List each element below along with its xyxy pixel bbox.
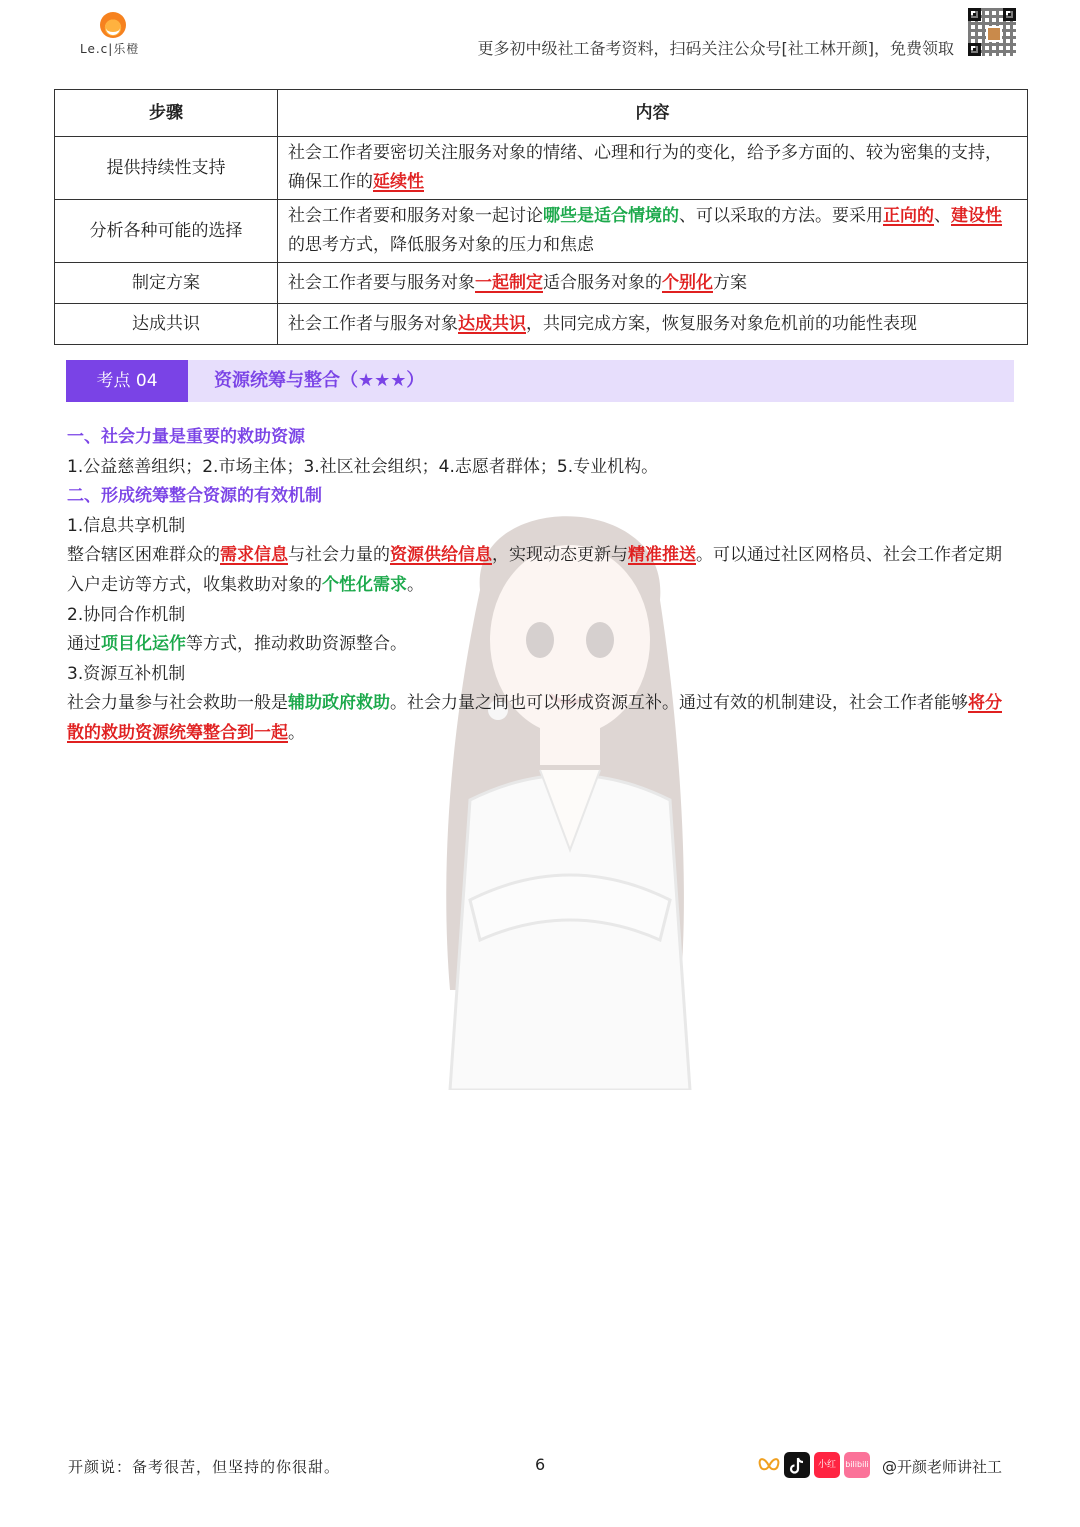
table-cell-content	[278, 304, 1028, 345]
table-cell-step: 提供持续性支持	[55, 137, 278, 200]
table-cell-content	[278, 200, 1028, 263]
highlight-green: 哪些是适合情境的	[543, 206, 679, 226]
table-header-step: 步骤	[55, 90, 278, 137]
table-row	[55, 200, 1028, 263]
header-promo-text: 更多初中级社工备考资料，扫码关注公众号[社工林开颜]，免费领取	[477, 39, 954, 58]
table-cell-content	[278, 263, 1028, 304]
paragraph-4	[67, 689, 1017, 748]
text-run: 方案	[713, 272, 747, 293]
page-header	[0, 0, 1080, 70]
section-body	[67, 423, 1017, 749]
text-run: 、	[934, 206, 951, 226]
paragraph-3	[67, 630, 1017, 660]
text-run: 。	[288, 722, 305, 743]
butterfly-icon	[756, 1452, 782, 1478]
paragraph-2	[67, 541, 1017, 600]
paragraph-1: 1.公益慈善组织；2.市场主体；3.社区社会组织；4.志愿者群体；5.专业机构。	[67, 456, 659, 477]
xiaohongshu-icon: 小红书	[814, 1452, 840, 1478]
table-row	[55, 304, 1028, 345]
highlight-red: 达成共识	[458, 313, 526, 334]
table-row	[55, 137, 1028, 200]
logo	[80, 12, 150, 58]
section-tag: 考点 04	[66, 360, 188, 402]
text-run: 社会工作者与服务对象	[288, 313, 458, 334]
text-run: ，实现动态更新与	[492, 545, 628, 566]
highlight-green: 项目化运作	[101, 634, 186, 655]
highlight-red: 精准推送	[628, 545, 696, 566]
table-cell-step: 制定方案	[55, 263, 278, 304]
text-run: 。可以通过社区网格员、社会工作者定期入户走访等方式，收集救助对象的	[67, 545, 1002, 595]
text-run: 整合辖区困难群众的	[67, 545, 220, 566]
highlight-red: 建设性	[951, 206, 1002, 226]
highlight-red: 需求信息	[220, 545, 288, 566]
text-run: 社会工作者要密切关注服务对象的情绪、心理和行为的变化，给予多方面的、较为密集的支持，确保工作的	[288, 143, 1002, 192]
highlight-green: 个性化需求	[322, 574, 407, 595]
text-run: 社会力量参与社会救助一般是	[67, 693, 288, 714]
highlight-red: 一起制定	[475, 272, 543, 293]
text-run: 社会工作者要与服务对象	[288, 272, 475, 293]
section-banner	[66, 360, 1014, 402]
table-cell-step: 分析各种可能的选择	[55, 200, 278, 263]
heading-2: 二、形成统筹整合资源的有效机制	[67, 486, 322, 507]
page-number: 6	[535, 1455, 546, 1474]
highlight-green: 辅助政府救助	[288, 693, 390, 714]
section-title: 资源统筹与整合（★★★）	[214, 370, 425, 391]
highlight-red: 正向的	[883, 206, 934, 226]
qr-code-icon	[968, 8, 1016, 56]
text-run: ，共同完成方案，恢复服务对象危机前的功能性表现	[526, 313, 917, 334]
text-run: 的思考方式，降低服务对象的压力和焦虑	[288, 235, 594, 255]
highlight-red: 将分散的救助资源统筹整合到一起	[67, 693, 1002, 743]
table-header-row	[55, 90, 1028, 137]
text-run: 、可以采取的方法。要采用	[679, 206, 883, 226]
steps-table	[54, 89, 1028, 345]
text-run: 。社会力量之间也可以形成资源互补。通过有效的机制建设，社会工作者能够	[390, 693, 968, 714]
text-run: 通过	[67, 634, 101, 655]
text-run: 与社会力量的	[288, 545, 390, 566]
text-run: 等方式，推动救助资源整合。	[186, 634, 407, 655]
text-run: 适合服务对象的	[543, 272, 662, 293]
subheading-1: 1.信息共享机制	[67, 515, 186, 536]
logo-text: Le.c|乐橙	[80, 42, 140, 56]
subheading-2: 2.协同合作机制	[67, 604, 186, 625]
text-run: 。	[407, 574, 424, 595]
table-cell-step: 达成共识	[55, 304, 278, 345]
highlight-red: 延续性	[373, 172, 424, 192]
table-cell-content	[278, 137, 1028, 200]
text-run: 社会工作者要和服务对象一起讨论	[288, 206, 543, 226]
logo-sun-icon	[100, 12, 126, 38]
heading-1: 一、社会力量是重要的救助资源	[67, 427, 305, 447]
table-row	[55, 263, 1028, 304]
footer-handle: @开颜老师讲社工	[882, 1458, 1003, 1476]
highlight-red: 资源供给信息	[390, 545, 492, 566]
tiktok-icon	[784, 1452, 810, 1478]
table-header-content: 内容	[278, 90, 1028, 137]
highlight-red: 个别化	[662, 272, 713, 293]
subheading-3: 3.资源互补机制	[67, 663, 186, 684]
bilibili-icon: bilibili	[844, 1452, 870, 1478]
footer-motto: 开颜说：备考很苦，但坚持的你很甜。	[68, 1458, 341, 1476]
